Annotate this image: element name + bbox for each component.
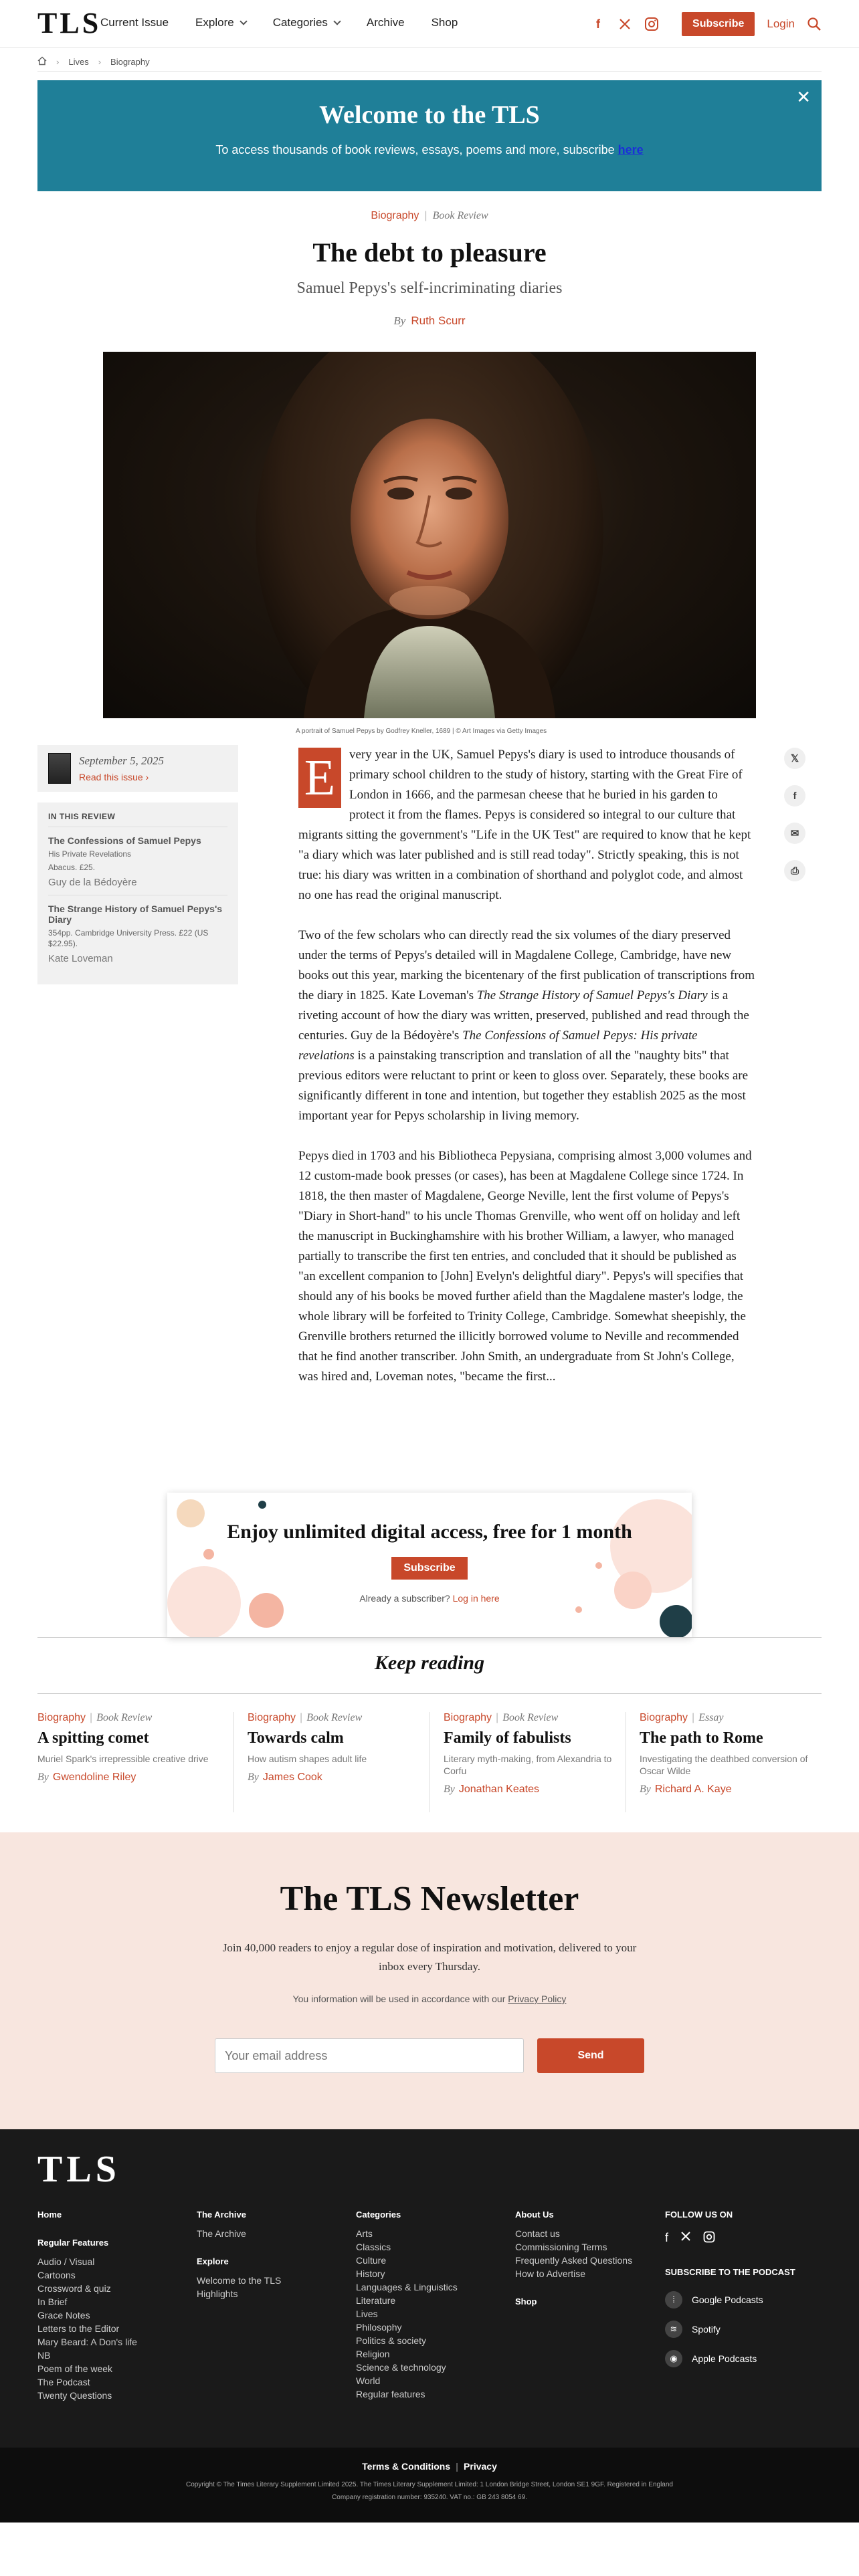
card-title[interactable]: The path to Rome	[640, 1729, 763, 1747]
spotify-link[interactable]	[665, 2321, 795, 2338]
paragraph-text: is a painstaking transcription and translation of all the "naughty bits" that previous editors were reluctant to print or keen to gloss over. Separately, these books are significantly different in tone and intention, but together they establish 2025 as the most important year for Pepys scholarship in living memory.	[298, 1049, 749, 1123]
card-author[interactable]: Richard A. Kaye	[654, 1784, 732, 1795]
google-podcasts-link[interactable]	[665, 2291, 795, 2309]
article-subtitle: Samuel Pepys's self-incriminating diaries	[296, 280, 563, 297]
decor-dot	[595, 1562, 602, 1569]
by-label: By	[248, 1772, 259, 1783]
footer-link[interactable]: Crossword & quiz	[37, 2283, 111, 2294]
card-kicker	[248, 1712, 416, 1724]
nav-explore[interactable]	[195, 16, 246, 29]
article-category[interactable]: Biography	[371, 210, 419, 221]
share-bar	[784, 748, 805, 881]
privacy-link[interactable]: Privacy	[464, 2461, 497, 2472]
book-title: The Confessions of Samuel Pepys	[48, 835, 201, 846]
footer-link[interactable]: How to Advertise	[515, 2268, 586, 2279]
chevron-right-icon: ›	[98, 57, 102, 67]
hero-portrait-image	[103, 352, 756, 718]
newsletter-section	[0, 1832, 859, 2129]
article-author[interactable]: Ruth Scurr	[411, 314, 466, 327]
article-byline	[0, 314, 859, 328]
x-icon[interactable]	[680, 2231, 691, 2246]
related-article-card[interactable]	[430, 1712, 626, 1812]
subscription-promo	[167, 1493, 692, 1637]
privacy-policy-link[interactable]: Privacy Policy	[508, 1994, 567, 2004]
footer-link[interactable]: Classics	[356, 2242, 391, 2252]
card-description: Literary myth-making, from Alexandria to Corfu	[444, 1753, 612, 1776]
nav-label: Archive	[366, 16, 405, 29]
footer-col-archive	[197, 2208, 281, 2300]
breadcrumb-lives[interactable]: Lives	[68, 57, 89, 67]
newsletter-title: The TLS Newsletter	[280, 1880, 579, 1918]
divider	[37, 71, 822, 72]
card-title[interactable]: Towards calm	[248, 1729, 344, 1747]
welcome-subscribe-link[interactable]: here	[617, 143, 644, 156]
footer-col-about	[515, 2208, 632, 2314]
footer-link[interactable]: Politics & society	[356, 2335, 427, 2346]
footer-heading: FOLLOW US ON	[665, 2210, 733, 2220]
keep-reading-cards	[37, 1712, 822, 1812]
by-label: By	[444, 1784, 455, 1795]
separator: |	[692, 1712, 695, 1723]
paragraph-text: Two of the few scholars who can directly read the six volumes of the diary preserved under the terms of Pepys's detailed will in Magdalene College, Cambridge, have new books out this year, marking the bicentenary of the first publication of transcriptions from the diary in 1825. Kate Loveman's	[298, 928, 755, 1002]
send-button[interactable]: Send	[537, 2038, 644, 2073]
podcast-label: Spotify	[692, 2324, 721, 2335]
footer-shop-link[interactable]: Shop	[515, 2296, 537, 2306]
close-icon[interactable]: ✕	[796, 87, 811, 107]
card-category[interactable]: Biography	[37, 1712, 86, 1723]
related-article-card[interactable]	[37, 1712, 233, 1812]
copyright-text: Copyright © The Times Literary Supplement Limited 2025. The Times Literary Supplement Limited: 1 London Bridge Street, London SE1 9GF. Registered in England	[186, 2481, 673, 2488]
nav-label: Categories	[272, 16, 328, 29]
card-type: Book Review	[96, 1712, 153, 1723]
newsletter-description: Join 40,000 readers to enjoy a regular dose of inspiration and motivation, delivered to your inbox every Thursday.	[222, 1941, 637, 1973]
site-header	[0, 0, 859, 48]
paragraph	[298, 926, 755, 1126]
footer-link[interactable]: Welcome to the TLS	[197, 2275, 282, 2286]
nav-shop[interactable]	[432, 16, 458, 29]
book-detail: Abacus. £25.	[48, 863, 96, 872]
card-category[interactable]: Biography	[444, 1712, 492, 1723]
footer-link[interactable]: Grace Notes	[37, 2310, 90, 2321]
issue-date: September 5, 2025	[79, 754, 165, 767]
card-type: Essay	[698, 1712, 724, 1723]
card-byline	[37, 1772, 220, 1784]
decor-dot	[660, 1605, 692, 1637]
book-title-inline: The Strange History of Samuel Pepys's Diary	[476, 988, 708, 1002]
reviewed-book	[48, 835, 227, 895]
breadcrumb	[37, 56, 150, 68]
card-kicker	[37, 1712, 220, 1724]
promo-title: Enjoy unlimited digital access, free for 1 month	[227, 1521, 632, 1543]
facebook-icon[interactable]: f	[596, 17, 601, 31]
paragraph	[298, 1146, 755, 1387]
book-title-inline: The Confessions of Samuel Pepys: His private revelations	[298, 1029, 698, 1063]
login-link[interactable]: Login	[767, 17, 795, 30]
footer-link[interactable]: Cartoons	[37, 2270, 76, 2280]
article-type: Book Review	[432, 210, 488, 221]
email-input[interactable]	[215, 2038, 524, 2073]
footer-col-categories	[356, 2208, 458, 2401]
card-description: How autism shapes adult life	[248, 1753, 367, 1764]
article-title: The debt to pleasure	[312, 237, 547, 267]
podcast-label: Google Podcasts	[692, 2294, 763, 2305]
footer-link[interactable]: Religion	[356, 2349, 390, 2359]
footer-link[interactable]: Culture	[356, 2255, 387, 2266]
subscribe-button[interactable]: Subscribe	[682, 12, 755, 36]
footer-link[interactable]: In Brief	[37, 2296, 68, 2307]
nav-label: Explore	[195, 16, 234, 29]
card-byline	[640, 1784, 808, 1796]
footer-heading: SUBSCRIBE TO THE PODCAST	[665, 2267, 795, 2277]
apple-podcasts-link[interactable]	[665, 2350, 795, 2367]
search-icon[interactable]	[807, 17, 822, 31]
privacy-note	[0, 1994, 859, 2004]
card-author[interactable]: Jonathan Keates	[458, 1784, 539, 1795]
promo-login-line	[167, 1593, 692, 1604]
chevron-right-icon: ›	[56, 57, 60, 67]
read-issue-label: Read this issue	[79, 772, 143, 782]
card-type: Book Review	[306, 1712, 363, 1723]
chevron-down-icon	[333, 17, 341, 25]
print-icon[interactable]: ⎙	[784, 860, 805, 881]
share-x-icon[interactable]: 𝕏	[784, 748, 805, 769]
instagram-icon[interactable]	[644, 17, 659, 31]
reviewed-book	[48, 903, 227, 971]
chevron-right-icon: ›	[145, 772, 149, 782]
footer-link[interactable]: Literature	[356, 2295, 396, 2306]
separator: |	[424, 210, 427, 221]
footer-social-icons	[665, 2231, 795, 2246]
footer-heading: The Archive	[197, 2210, 246, 2220]
related-article-card[interactable]	[233, 1712, 430, 1812]
book-title: The Strange History of Samuel Pepys's Diary	[48, 903, 223, 925]
footer-link[interactable]: World	[356, 2375, 381, 2386]
footer-link[interactable]: Regular features	[356, 2389, 425, 2399]
nav-label: Shop	[431, 16, 458, 29]
keep-reading-heading: Keep reading	[374, 1652, 485, 1674]
welcome-text-body: To access thousands of book reviews, essays, poems and more, subscribe	[215, 143, 615, 156]
card-kicker	[444, 1712, 612, 1724]
footer-link[interactable]: Highlights	[197, 2288, 238, 2299]
card-byline	[444, 1784, 612, 1796]
share-email-icon[interactable]: ✉	[784, 823, 805, 844]
footer-bottom-bar	[0, 2448, 859, 2523]
decor-dot	[575, 1606, 582, 1613]
card-author[interactable]: James Cook	[262, 1772, 322, 1783]
footer-link[interactable]: Contact us	[515, 2228, 560, 2239]
footer-link[interactable]: History	[356, 2268, 385, 2279]
nav-current-issue[interactable]	[100, 16, 169, 29]
footer-link[interactable]: The Podcast	[37, 2377, 90, 2387]
welcome-banner	[37, 80, 822, 191]
x-icon[interactable]	[617, 17, 632, 31]
footer-col-home	[37, 2208, 137, 2402]
promo-subscribe-button[interactable]: Subscribe	[391, 1557, 467, 1580]
footer-link[interactable]: NB	[37, 2350, 51, 2361]
by-label: By	[393, 314, 406, 327]
tls-logo[interactable]: TLS	[37, 7, 102, 39]
footer-link[interactable]: Mary Beard: A Don's life	[37, 2337, 137, 2347]
card-title[interactable]: Family of fabulists	[444, 1729, 571, 1747]
nav-archive[interactable]	[367, 16, 405, 29]
card-description: Investigating the deathbed conversion of Oscar Wilde	[640, 1753, 808, 1776]
book-author: Kate Loveman	[48, 953, 113, 964]
book-detail: His Private Revelations	[48, 849, 132, 859]
footer-logo[interactable]: TLS	[37, 2149, 120, 2190]
separator: |	[90, 1712, 93, 1723]
footer-link[interactable]: Letters to the Editor	[37, 2323, 120, 2334]
home-icon[interactable]	[37, 56, 47, 68]
podcast-label: Apple Podcasts	[692, 2353, 757, 2364]
welcome-text	[37, 143, 822, 157]
footer-link[interactable]: Arts	[356, 2228, 373, 2239]
issue-cover-thumbnail[interactable]	[48, 753, 71, 784]
separator: |	[456, 2461, 459, 2472]
footer-heading: Explore	[197, 2256, 229, 2266]
google-podcasts-icon: ⁞	[665, 2291, 682, 2309]
separator: |	[300, 1712, 303, 1723]
paragraph-text: is a riveting account of how the diary was written, preserved, published and read through the centuries. Guy de la Bédoyère's	[298, 988, 749, 1043]
card-author[interactable]: Gwendoline Riley	[52, 1772, 136, 1783]
spotify-icon: ≋	[665, 2321, 682, 2338]
footer-heading: Categories	[356, 2210, 401, 2220]
separator: |	[496, 1712, 499, 1723]
company-registration: Company registration number: 935240. VAT no.: GB 243 8054 69.	[332, 2494, 527, 2501]
privacy-text: You information will be used in accordance with our	[292, 1994, 506, 2004]
card-title[interactable]: A spitting comet	[37, 1729, 149, 1747]
card-kicker	[640, 1712, 808, 1724]
in-this-review-panel	[37, 802, 238, 984]
card-category[interactable]: Biography	[640, 1712, 688, 1723]
article-kicker	[0, 210, 859, 222]
site-footer	[0, 2129, 859, 2448]
paragraph-text: very year in the UK, Samuel Pepys's diary is used to introduce thousands of primary school children to the study of history, starting with the Great Fire of London in 1666, and the parmesan cheese that he buried in his garden to protect it from the flames. Pepys is considered so integral to our culture that migrants sitting the government's "Life in the UK Test" are required to know that he kept "a diary which was later published and is still read today". Strictly speaking, this is not true: his diary was written in a combination of shorthand and polyglot code, and almost no one has read the original manuscript.	[298, 748, 751, 902]
footer-link[interactable]: Languages & Linguistics	[356, 2282, 458, 2292]
facebook-icon[interactable]: f	[665, 2231, 669, 2244]
already-text: Already a subscriber?	[359, 1593, 450, 1604]
nav-categories[interactable]	[273, 16, 340, 29]
article-body	[298, 745, 755, 1407]
promo-login-link[interactable]: Log in here	[452, 1593, 500, 1604]
footer-link[interactable]: Philosophy	[356, 2322, 402, 2333]
card-category[interactable]: Biography	[248, 1712, 296, 1723]
card-byline	[248, 1772, 416, 1784]
share-facebook-icon[interactable]: f	[784, 785, 805, 807]
footer-link[interactable]: Poem of the week	[37, 2363, 113, 2374]
footer-link[interactable]: Audio / Visual	[37, 2256, 95, 2267]
divider	[37, 1693, 822, 1694]
by-label: By	[37, 1772, 49, 1783]
footer-link[interactable]: Commissioning Terms	[515, 2242, 607, 2252]
legal-links	[0, 2461, 859, 2472]
chevron-down-icon	[240, 17, 247, 25]
footer-heading: About Us	[515, 2210, 554, 2220]
decor-dot	[203, 1549, 214, 1560]
paragraph	[298, 745, 755, 905]
portrait-illustration	[103, 352, 756, 718]
book-author: Guy de la Bédoyère	[48, 877, 227, 895]
footer-link[interactable]: The Archive	[197, 2228, 246, 2239]
image-caption: A portrait of Samuel Pepys by Godfrey Kneller, 1689 | © Art Images via Getty Images	[296, 728, 547, 735]
footer-heading: Regular Features	[37, 2238, 109, 2248]
by-label: By	[640, 1784, 651, 1795]
main-nav	[100, 16, 458, 29]
welcome-title: Welcome to the TLS	[319, 101, 540, 129]
divider	[37, 1637, 822, 1638]
drop-cap: E	[298, 748, 341, 808]
card-type: Book Review	[502, 1712, 559, 1723]
related-article-card[interactable]	[626, 1712, 822, 1812]
newsletter-form	[215, 2038, 644, 2073]
apple-podcasts-icon: ◉	[665, 2350, 682, 2367]
card-description: Muriel Spark's irrepressible creative drive	[37, 1753, 209, 1764]
terms-link[interactable]: Terms & Conditions	[362, 2461, 451, 2472]
read-issue-link[interactable]	[79, 772, 149, 782]
issue-card	[37, 745, 238, 792]
header-actions	[591, 12, 822, 36]
decor-dot	[258, 1501, 266, 1509]
breadcrumb-biography[interactable]: Biography	[110, 57, 150, 67]
footer-col-social	[665, 2208, 795, 2367]
footer-home-link[interactable]: Home	[37, 2210, 62, 2220]
book-detail: 354pp. Cambridge University Press. £22 (US $22.95).	[48, 928, 209, 948]
footer-link[interactable]: Lives	[356, 2309, 378, 2319]
footer-link[interactable]: Twenty Questions	[37, 2390, 112, 2401]
instagram-icon[interactable]	[703, 2231, 715, 2246]
paragraph-text: Pepys died in 1703 and his Bibliotheca Pepysiana, comprising almost 3,000 volumes and 12 custom-made book presses (or cases), has been at Magdalene College since 1724. In 1818, the then master of Magdalene, George Neville, lent the first volume of Pepys's "Diary in Short-hand" to his uncle Thomas Grenville, who went off on holiday and left the manuscript in Buckinghamshire with his brother William, a lawyer, who managed partially to transcribe the first ten entries, and concluded that it should be published as "an excellent companion to [John] Evelyn's delightful diary". Pepys's will specifies that should any of his books be moved further afield than the Magdalene master's lodge, the whole library will be forfeited to Trinity College, Cambridge. Somewhat sheepishly, the Grenville brothers returned the illicitly borrowed volume to Neville and recommended that he find another transcriber. John Smith, an undergraduate from St John's College, was hired and, Loveman notes, "became the first...	[298, 1149, 752, 1384]
footer-link[interactable]: Science & technology	[356, 2362, 446, 2373]
footer-link[interactable]: Frequently Asked Questions	[515, 2255, 633, 2266]
in-this-review-heading: IN THIS REVIEW	[48, 812, 227, 827]
nav-label: Current Issue	[100, 16, 169, 29]
